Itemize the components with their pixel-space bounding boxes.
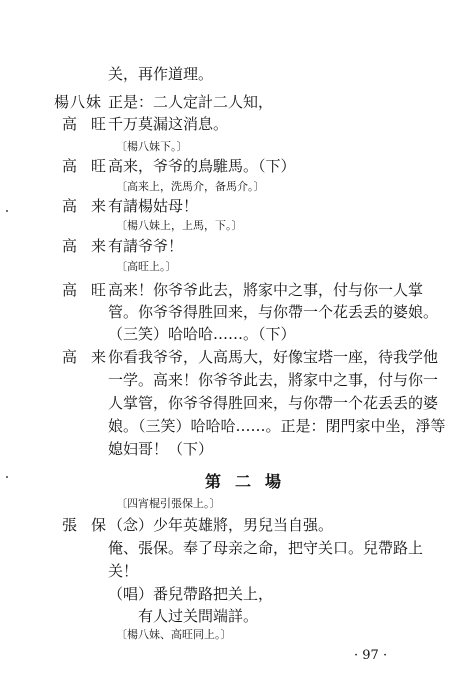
page-number: · 97 · xyxy=(354,648,388,663)
stage-direction: 〔楊八妹下。〕 xyxy=(116,140,188,153)
dialogue-line: （唱）番兒帶路把关上， xyxy=(108,585,274,603)
dialogue-line: 有人过关問端詳。 xyxy=(138,607,259,625)
dialogue-line: 娘。（三笑）哈哈哈……。正是：閉門家中坐，淨等 xyxy=(108,417,446,435)
dialogue-line: 高来，爷爷的鳥騅馬。（下） xyxy=(108,157,296,175)
speaker-name: 高来 xyxy=(62,197,121,215)
dialogue-line: 人掌管，你爷爷得胜回来，与你帶一个花丢丢的婆 xyxy=(108,394,439,412)
dialogue-line: 一学。高来！你爷爷此去，將家中之事，付与你一 xyxy=(108,371,439,389)
dialogue-line: 有請爷爷！ xyxy=(108,237,184,255)
speaker-name: 高来 xyxy=(62,237,121,255)
stage-direction: 〔四宵棍引張保上。〕 xyxy=(116,497,221,510)
dialogue-line: 千万莫漏这消息。 xyxy=(108,115,229,133)
dialogue-line: 关！ xyxy=(108,562,139,580)
scene-heading: 第二場 xyxy=(205,472,296,491)
speaker-name: 高旺 xyxy=(62,281,121,299)
dialogue-line: 媳妇哥！（下） xyxy=(108,440,214,458)
dialogue-line: （三笑）哈哈哈……。（下） xyxy=(108,325,296,343)
speaker-name: 張保 xyxy=(62,516,121,534)
stage-direction: 〔楊八妹、高旺同上。〕 xyxy=(116,628,232,641)
margin-speck xyxy=(6,210,8,212)
dialogue-line: 管。你爷爷得胜回来，与你帶一个花丢丢的婆娘。 xyxy=(108,303,439,321)
speaker-name: 高来 xyxy=(62,348,121,366)
stage-direction: 〔楊八妹上，上馬，下。〕 xyxy=(116,219,243,232)
dialogue-line: （念）少年英雄將，男兒当自强。 xyxy=(108,516,334,534)
speaker-name: 楊八妹 xyxy=(54,93,103,111)
stage-direction: 〔高来上，洗馬介，备馬介。〕 xyxy=(116,180,265,193)
continuation-line: 关，再作道理。 xyxy=(108,65,214,83)
speaker-name: 高旺 xyxy=(62,115,121,133)
dialogue-line: 有請楊姑母！ xyxy=(108,197,199,215)
stage-direction: 〔高旺上。〕 xyxy=(116,260,177,273)
speaker-name: 高旺 xyxy=(62,157,121,175)
margin-speck xyxy=(6,476,8,478)
dialogue-line: 你看我爷爷，人高馬大，好像宝塔一座，待我学他 xyxy=(108,348,439,366)
dialogue-line: 俺、張保。奉了母亲之命，把守关口。兒帶路上 xyxy=(108,539,424,557)
dialogue-line: 高来！你爷爷此去，將家中之事，付与你一人掌 xyxy=(108,281,424,299)
dialogue-line: 正是：二人定計二人知， xyxy=(108,93,274,111)
